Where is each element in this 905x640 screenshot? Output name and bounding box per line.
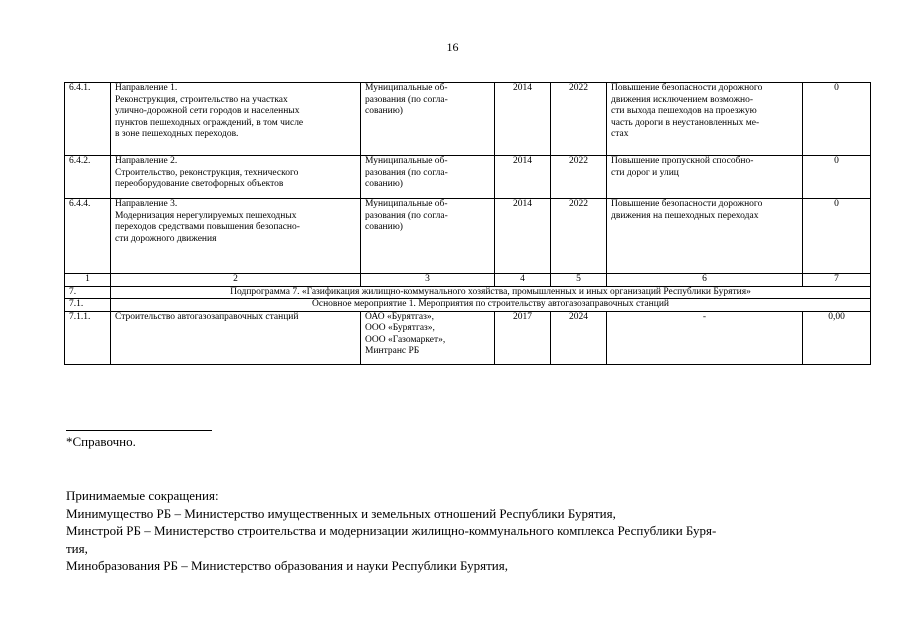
measure-name: Направление 1. Реконструкция, строительство на участках улично-дорожной сети городов и населенных пунктов пешеходных ограждений, в том числе в зоне пешеходных переходов. [111, 83, 361, 156]
indicator-value: 0 [803, 199, 871, 274]
executor: Муниципальные об- разования (по согла- сованию) [361, 156, 495, 199]
measure-name: Направление 2. Строительство, реконструкция, технического переоборудование светофорных объектов [111, 156, 361, 199]
abbreviation-line: Минстрой РБ – Министерство строительства и модернизации жилищно-коммунального комплекса Республики Буря- [66, 523, 717, 538]
executor: Муниципальные об- разования (по согла- сованию) [361, 199, 495, 274]
table-row [65, 199, 871, 274]
row-number: 7. [65, 286, 111, 299]
table-row [65, 156, 871, 199]
row-number: 7.1. [65, 299, 111, 312]
column-number: 3 [361, 274, 495, 287]
expected-result: Повышение безопасности дорожного движения на пешеходных переходах [607, 199, 803, 274]
expected-result: - [607, 311, 803, 364]
end-year: 2024 [551, 311, 607, 364]
expected-result: Повышение безопасности дорожного движения исключением возможно- сти выхода пешеходов на проезжую часть дороги в неустановленных ме- стах [607, 83, 803, 156]
end-year: 2022 [551, 156, 607, 199]
subprogram-title: Подпрограмма 7. «Газификация жилищно-коммунального хозяйства, промышленных и иных организаций Республики Бурятия» [111, 286, 871, 299]
indicator-value: 0 [803, 156, 871, 199]
subprogram-row [65, 286, 871, 299]
executor: ОАО «Бурятгаз», ООО «Бурятгаз», ООО «Газомаркет», Минтранс РБ [361, 311, 495, 364]
column-number: 4 [495, 274, 551, 287]
abbreviations-block [66, 487, 846, 575]
start-year: 2014 [495, 156, 551, 199]
footnote: *Справочно. [66, 434, 136, 449]
end-year: 2022 [551, 199, 607, 274]
column-number: 6 [607, 274, 803, 287]
row-number: 6.4.1. [65, 83, 111, 156]
column-number: 1 [65, 274, 111, 287]
expected-result: Повышение пропускной способно- сти дорог и улиц [607, 156, 803, 199]
main-event-title: Основное мероприятие 1. Мероприятия по строительству автогазозаправочных станций [111, 299, 871, 312]
row-number: 7.1.1. [65, 311, 111, 364]
start-year: 2014 [495, 83, 551, 156]
program-table [64, 82, 871, 365]
column-number: 2 [111, 274, 361, 287]
measure-name: Направление 3. Модернизация нерегулируемых пешеходных переходов средствами повышения безопасно- сти дорожного движения [111, 199, 361, 274]
table-row [65, 83, 871, 156]
end-year: 2022 [551, 83, 607, 156]
main-event-row [65, 299, 871, 312]
start-year: 2014 [495, 199, 551, 274]
footnote-divider [66, 430, 212, 431]
indicator-value: 0 [803, 83, 871, 156]
measure-name: Строительство автогазозаправочных станций [111, 311, 361, 364]
abbreviation-line: тия, [66, 540, 88, 556]
start-year: 2017 [495, 311, 551, 364]
row-number: 6.4.2. [65, 156, 111, 199]
column-number: 5 [551, 274, 607, 287]
abbreviations-heading: Принимаемые сокращения: [66, 488, 219, 503]
page-number: 16 [446, 40, 459, 54]
table-row [65, 311, 871, 364]
column-number-row [65, 274, 871, 287]
executor: Муниципальные об- разования (по согла- сованию) [361, 83, 495, 156]
abbreviation-line: Минимущество РБ – Министерство имущественных и земельных отношений Республики Бурятия, [66, 505, 616, 521]
row-number: 6.4.4. [65, 199, 111, 274]
indicator-value: 0,00 [803, 311, 871, 364]
abbreviation-line: Минобразования РБ – Министерство образования и науки Республики Бурятия, [66, 558, 508, 573]
column-number: 7 [803, 274, 871, 287]
